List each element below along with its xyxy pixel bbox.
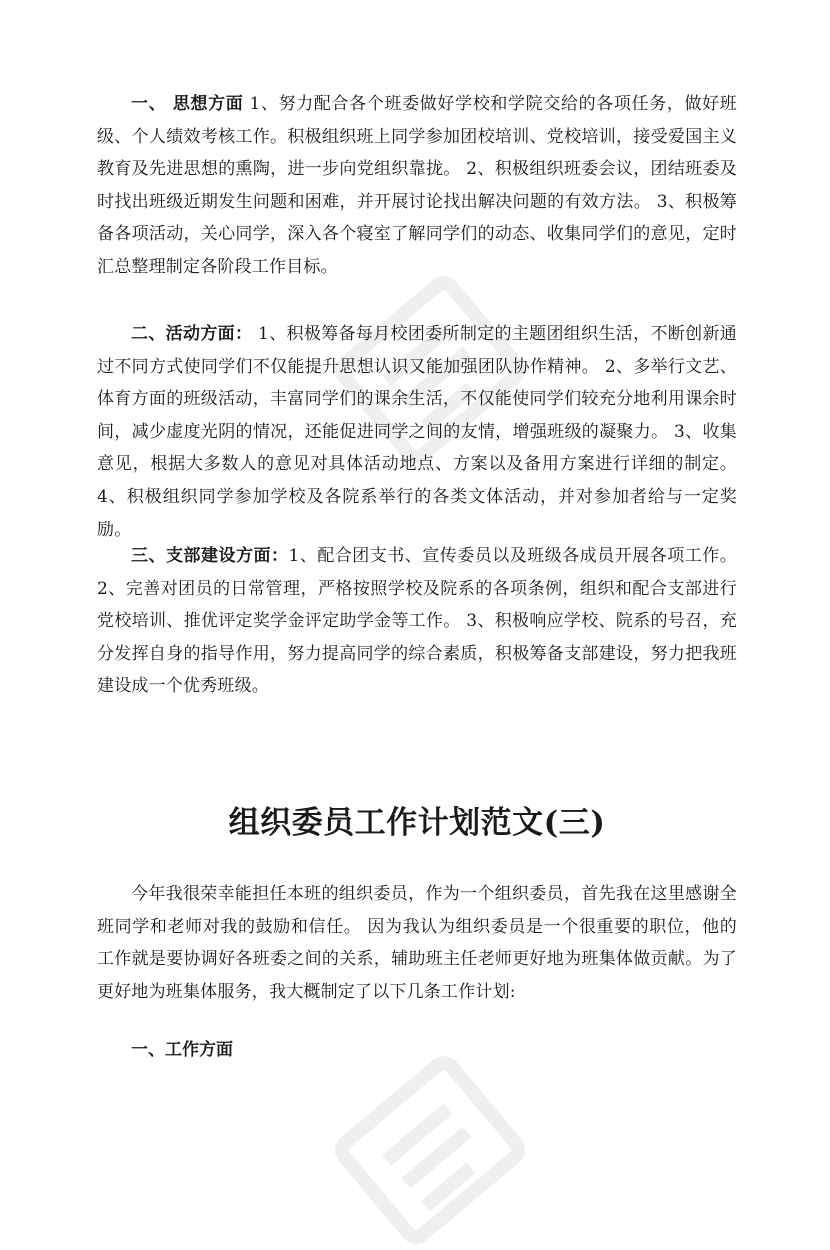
section-heading: 二、活动方面： xyxy=(131,324,253,344)
section-body: 1、配合团支书、宣传委员以及班级各成员开展各项工作。2、完善对团员的日常管理，严格按照学校及院系的各项条例，组织和配合支部进行党校培训、推优评定奖学金评定助学金等工作。 3、积极响应学校、院系的号召，充分发挥自身的指导作用，努力提高同学的综合素质，积极筹备支部建设，努力把我班建设成一个优秀班级。 xyxy=(97,546,737,697)
section-activity xyxy=(97,318,737,546)
section-heading: 一、 思想方面 xyxy=(131,94,244,114)
section-thought xyxy=(97,88,737,284)
section-heading: 三、支部建设方面： xyxy=(131,546,289,566)
intro-paragraph: 今年我很荣幸能担任本班的组织委员，作为一个组织委员，首先我在这里感谢全班同学和老师对我的鼓励和信任。 因为我认为组织委员是一个很重要的职位，他的工作就是要协调好各班委之间的关系，辅助班主任老师更好地为班集体做贡献。为了更好地为班集体服务，我大概制定了以下几条工作计划: xyxy=(97,884,737,1002)
work-heading: 一、工作方面 xyxy=(131,1040,233,1060)
section-body: 1、积极筹备每月校团委所制定的主题团组织生活，不断创新通过不同方式使同学们不仅能提升思想认识又能加强团队协作精神。 2、多举行文艺、体育方面的班级活动，丰富同学们的课余生活，不仅能使同学们较充分地利用课余时间，减少虚度光阴的情况，还能促进同学之间的友情，增强班级的凝聚力。 3、收集意见，根据大多数人的意见对具体活动地点、方案以及备用方案进行详细的制定。4、积极组织同学参加学校及各院系举行的各类文体活动，并对参加者给与一定奖励。 xyxy=(97,324,737,540)
section-body: 1、努力配合各个班委做好学校和学院交给的各项任务，做好班级、个人绩效考核工作。积极组织班上同学参加团校培训、党校培训，接受爱国主义教育及先进思想的熏陶，进一步向党组织靠拢。 2、积极组织班委会议，团结班委及时找出班级近期发生问题和困难，并开展讨论找出解决问题的有效方法。 3、积极筹备各项活动，关心同学，深入各个寝室了解同学们的动态、收集同学们的意见，定时汇总整理制定各阶段工作目标。 xyxy=(97,94,737,277)
section-branch xyxy=(97,540,737,703)
document-title: 组织委员工作计划范文(三) xyxy=(228,805,606,841)
watermark-bottom xyxy=(330,1050,530,1250)
